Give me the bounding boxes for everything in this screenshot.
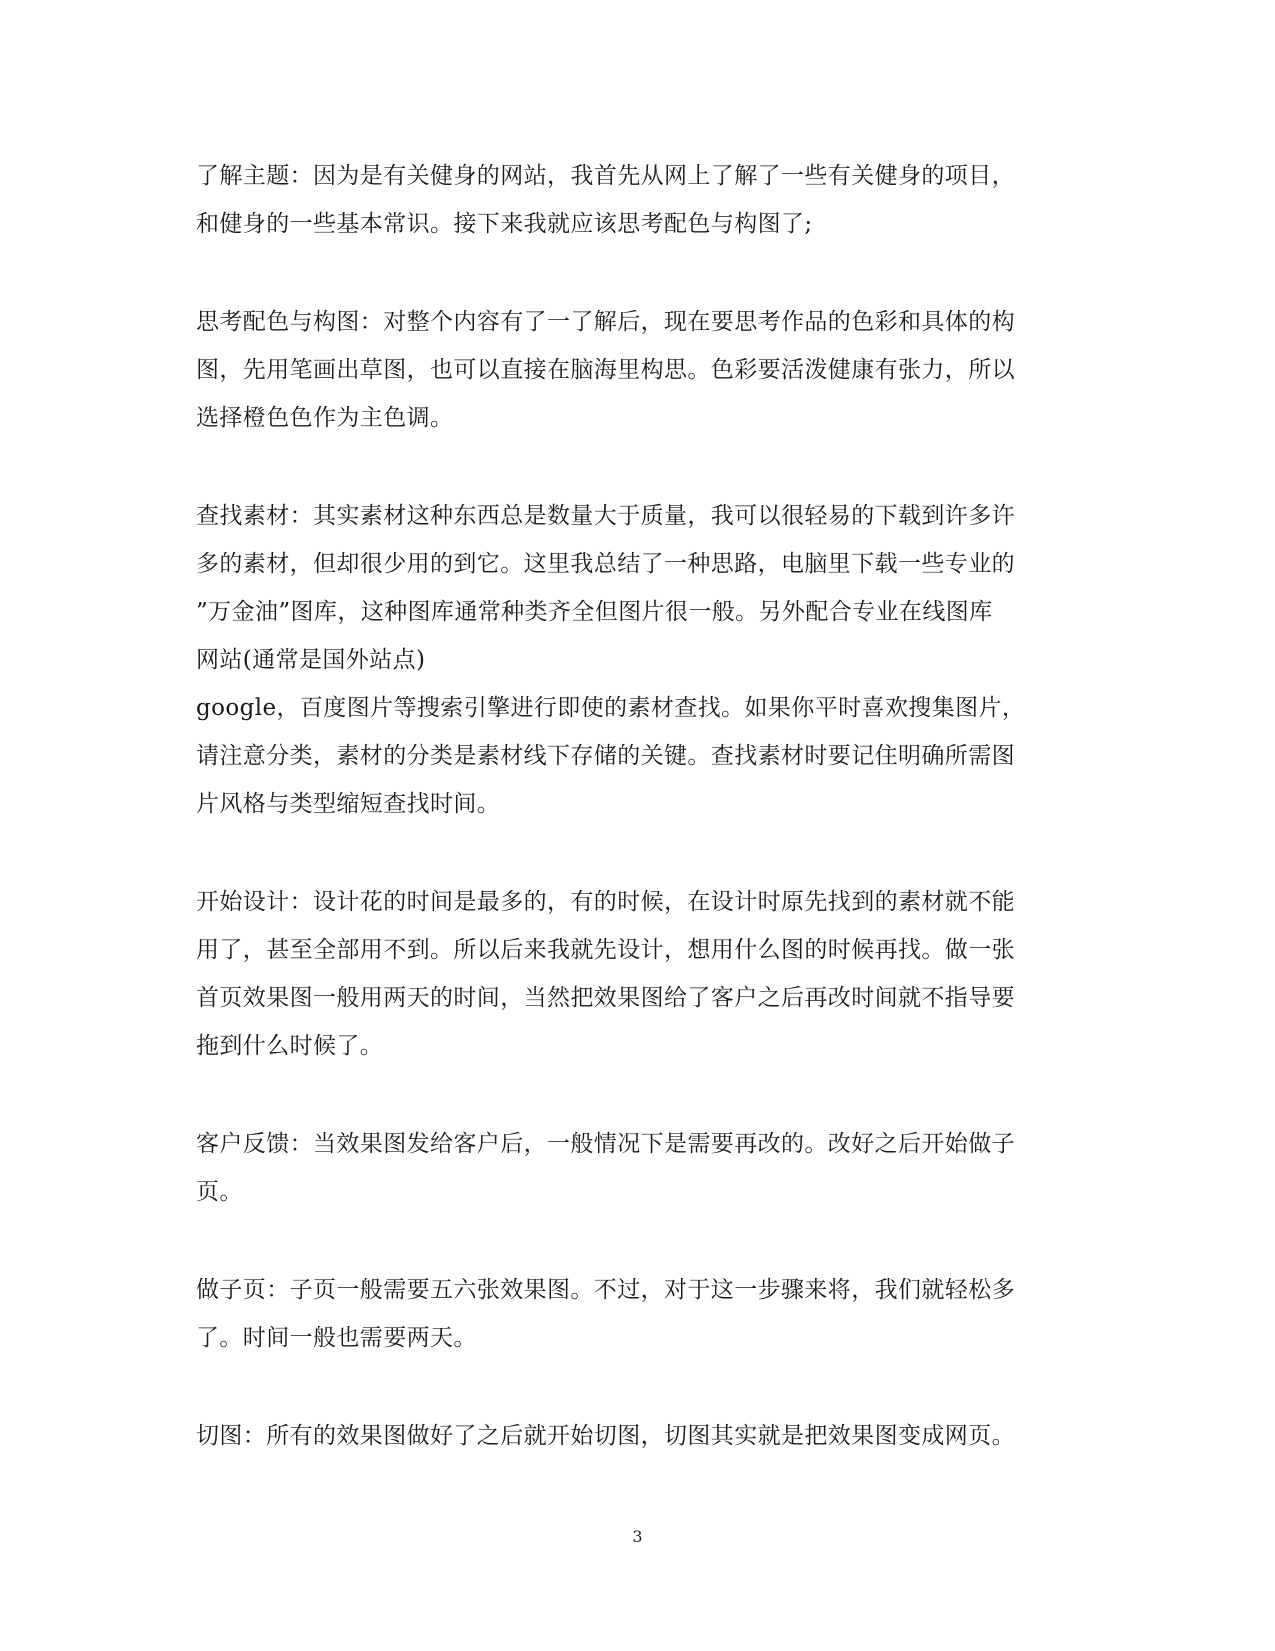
- text-line: ”万金油”图库，这种图库通常种类齐全但图片很一般。另外配合专业在线图库: [196, 599, 993, 625]
- paragraph-start-design: [196, 878, 1076, 1070]
- text-line: 用了，甚至全部用不到。所以后来我就先设计，想用什么图的时候再找。做一张: [196, 937, 1015, 963]
- text-line: google，百度图片等搜索引擎进行即使的素材查找。如果你平时喜欢搜集图片，: [196, 695, 1026, 721]
- text-line: 切图：所有的效果图做好了之后就开始切图，切图其实就是把效果图变成网页。: [196, 1423, 1015, 1449]
- text-line: 客户反馈：当效果图发给客户后，一般情况下是需要再改的。改好之后开始做子: [196, 1131, 1015, 1157]
- text-line: 开始设计：设计花的时间是最多的，有的时候，在设计时原先找到的素材就不能: [196, 889, 1015, 915]
- paragraph-find-materials: [196, 492, 1076, 828]
- paragraph-sub-pages: [196, 1266, 1076, 1362]
- text-line: 查找素材：其实素材这种东西总是数量大于质量，我可以很轻易的下载到许多许: [196, 503, 1015, 529]
- text-line: 选择橙色色作为主色调。: [196, 405, 454, 431]
- paragraph-slicing: [196, 1412, 1076, 1460]
- text-line: 网站(通常是国外站点): [196, 647, 426, 673]
- text-line: 多的素材，但却很少用的到它。这里我总结了一种思路，电脑里下载一些专业的: [196, 551, 1015, 577]
- text-line: 片风格与类型缩短查找时间。: [196, 791, 501, 817]
- text-line: 了解主题：因为是有关健身的网站，我首先从网上了解了一些有关健身的项目，: [196, 163, 1015, 189]
- text-line: 图，先用笔画出草图，也可以直接在脑海里构思。色彩要活泼健康有张力，所以: [196, 357, 1015, 383]
- text-line: 和健身的一些基本常识。接下来我就应该思考配色与构图了;: [196, 211, 813, 237]
- paragraph-color-composition: [196, 298, 1076, 442]
- text-line: 做子页：子页一般需要五六张效果图。不过，对于这一步骤来将，我们就轻松多: [196, 1277, 1015, 1303]
- paragraph-client-feedback: [196, 1120, 1076, 1216]
- text-line: 思考配色与构图：对整个内容有了一了解后，现在要思考作品的色彩和具体的构: [196, 309, 1015, 335]
- text-line: 请注意分类，素材的分类是素材线下存储的关键。查找素材时要记住明确所需图: [196, 743, 1015, 769]
- text-line: 页。: [196, 1179, 243, 1205]
- document-body: [196, 152, 1076, 1510]
- text-line: 首页效果图一般用两天的时间，当然把效果图给了客户之后再改时间就不指导要: [196, 985, 1015, 1011]
- paragraph-understand-topic: [196, 152, 1076, 248]
- text-line: 了。时间一般也需要两天。: [196, 1325, 477, 1351]
- page-number: 3: [632, 1527, 643, 1546]
- text-line: 拖到什么时候了。: [196, 1033, 384, 1059]
